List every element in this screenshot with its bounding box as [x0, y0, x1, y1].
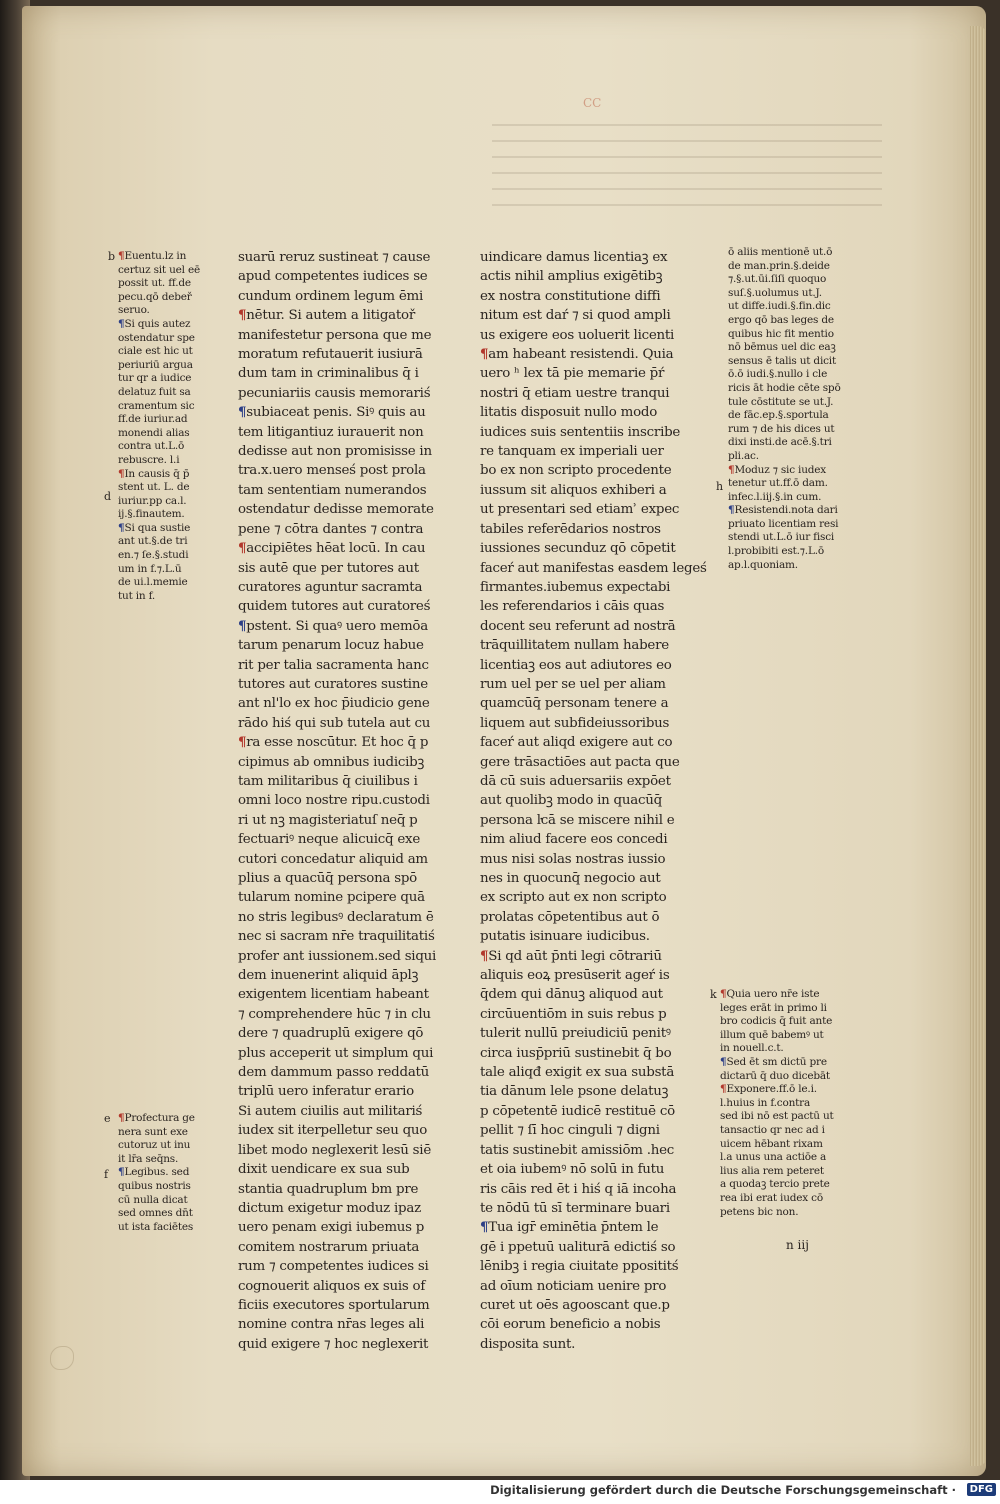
dfg-logo: DFG [967, 1483, 996, 1496]
main-col1-line: profer ant iussionem.sed siqui [238, 948, 437, 964]
main-col2-line: licentiaꝫ eos aut adiutores eo [480, 657, 672, 673]
gloss-letter-b: b [108, 250, 116, 263]
line-text: Legibus. sed [124, 1166, 190, 1179]
rubric-pilcrow-icon: ¶ [238, 734, 247, 751]
gloss-left-top-line: rebuscre. l.i [118, 453, 180, 466]
gloss-left-top-line: stent ut. L. de [118, 481, 190, 494]
gloss-right-bottom-line: bro codicis q̄ fuit ante [720, 1015, 833, 1028]
main-col1-line: dictum exigetur moduz ipaz [238, 1200, 421, 1216]
rubric-pilcrow-icon: ¶ [480, 346, 489, 363]
gloss-left-top-line: certuz sit uel eē [118, 263, 200, 276]
gloss-left-top-line: delatuz fuit sa [118, 385, 191, 398]
main-col1-line: iudex sit iterpelletur seu quo [238, 1123, 428, 1139]
main-col2-line: faceŕ aut manifestas easdem legeś [480, 560, 707, 576]
gloss-right-top-line: ut diffe.iudi.§.fin.dic [728, 300, 831, 313]
main-col1-line: sis autē que per tutores aut [238, 560, 419, 576]
main-col1-line: apud competentes iudices se [238, 269, 428, 285]
main-column-right [480, 248, 710, 1354]
gloss-right-top-line: quibus hic fit mentio [728, 327, 834, 340]
gloss-right-bottom-line: in nouell.c.t. [720, 1042, 784, 1055]
main-col2-line: nes in quocunq̄ negocio aut [480, 871, 661, 886]
main-col1-line: omni loco nostre ripu.custodi [238, 793, 430, 809]
gloss-right-top [728, 246, 858, 572]
gloss-left-top-line: periuriū argua [118, 358, 193, 371]
gloss-left-bottom-line: cutoruz ut inu [118, 1139, 191, 1152]
gloss-left-top-line: ant ut.§.de tri [118, 535, 188, 548]
gloss-right-top-line: priuato licentiam resi [728, 517, 839, 530]
main-col2-line: putatis isinuare iudicibus. [480, 929, 650, 945]
rubric-pilcrow-icon: ¶ [720, 1083, 727, 1096]
gloss-right-top-line [728, 464, 858, 478]
gloss-left-top-line: iuriur.pp ca.l. [118, 494, 187, 507]
main-col2-line: ex nostra constitutione diffi [480, 288, 661, 304]
main-col2-line: aliquis eoꝝ presūserit ageŕ is [480, 968, 670, 984]
main-col1-line: tularum nomine pcipere quā [238, 890, 425, 906]
gloss-left-top-line: possit ut. ff.de [118, 277, 191, 290]
gloss-left-bottom-line: ut ista faciētes [118, 1220, 194, 1233]
gloss-right-top-line: suſ.§.uolumus ut.J. [728, 286, 822, 299]
gloss-left-top-line: cramentum sic [118, 399, 195, 412]
gloss-right-top-line: de fāc.ep.§.sportula [728, 409, 829, 422]
gloss-left-top-line: ff.de iuriur.ad [118, 413, 188, 426]
gloss-left-top-line: ostendatur spe [118, 331, 195, 344]
gloss-left-top-line [118, 468, 218, 482]
main-col2-line: us exigere eos uoluerit licenti [480, 327, 675, 343]
page-fore-edge [970, 26, 986, 1466]
gloss-right-top-line [728, 504, 858, 518]
line-text: In causis q̄ p̄ [124, 467, 190, 480]
main-col2-line: p cōpetentē iudicē restituē cō [480, 1103, 675, 1119]
main-col1-line: moratum refutauerit iusiurā [238, 347, 423, 363]
gloss-letter-h: h [716, 480, 724, 493]
line-text: Si qua sustie [124, 521, 191, 534]
rubric-pilcrow-icon: ¶ [118, 1166, 125, 1179]
main-col1-line: quidem tutores aut curatoreś [238, 599, 431, 615]
main-col2-line: cōi eorum beneficio a nobis [480, 1317, 661, 1333]
gloss-left-bottom-line [118, 1166, 218, 1180]
main-col1-line [238, 539, 474, 558]
main-col2-line: circa iusp̄priū sustinebit q̄ bo [480, 1045, 672, 1061]
main-col2-line: q̄dem qui dānuꝫ aliquod aut [480, 987, 663, 1003]
gloss-right-bottom-line: sed ibi nō est pactū ut [720, 1110, 834, 1123]
gloss-right-top-line: ⁊.§.ut.ūi.ſiſi quoquo [728, 273, 827, 286]
main-col1-line: Si autem ciuilis aut militariś [238, 1103, 423, 1119]
rubric-pilcrow-icon: ¶ [118, 250, 125, 262]
main-col2-line: ris cāis red ēt i hiś q iā incoha [480, 1181, 677, 1197]
main-col2-line: les referendarios i cāis quas [480, 599, 665, 615]
gloss-right-bottom [720, 988, 850, 1219]
gloss-left-bottom-line: cū nulla dicat [118, 1193, 188, 1206]
gloss-left-top-line: de ui.l.memie [118, 576, 188, 589]
main-col2-line: faceŕ aut aliqd exigere aut co [480, 735, 673, 751]
main-column-left [238, 248, 474, 1354]
gloss-right-top-line: infec.l.iij.§.in cum. [728, 490, 822, 503]
main-col2-line: firmantes.iubemus expectabi [480, 579, 671, 595]
main-col1-line: pene ⁊ cōtra dantes ⁊ contra [238, 521, 424, 537]
main-col1-line: dedisse aut non promisisse in [238, 444, 432, 460]
rubric-pilcrow-icon: ¶ [238, 307, 247, 324]
line-text: subiaceat penis. Siꝰ quis au [246, 405, 426, 421]
main-col1-line: plius a quacūq̄ persona spō [238, 871, 417, 886]
line-text: Sed ēt sm dictū pre [726, 1055, 827, 1068]
main-col1-line: no stris legibusꝰ declaratum ē [238, 909, 434, 925]
main-col2-line: aut quolibꝫ modo in quacūq̄ [480, 793, 662, 809]
line-text: Resistendi.nota dari [734, 504, 838, 517]
main-col2-line: trāquillitatem nullam habere [480, 638, 669, 654]
main-col1-line: comitem nostrarum priuata [238, 1239, 420, 1255]
gloss-right-top-line: ō aliis mentionē ut.ō [728, 246, 833, 258]
gloss-left-bottom-line [118, 1112, 218, 1126]
rubric-pilcrow-icon: ¶ [720, 988, 727, 1000]
main-col2-line: tale aliqđ exigit ex sua substā [480, 1065, 675, 1081]
footer-credit: Digitalisierung gefördert durch die Deutsche Forschungsgemeinschaft · [490, 1483, 956, 1497]
main-col1-line: nec si sacram nr̄e traquilitatiś [238, 929, 435, 945]
gloss-right-top-line: nō bēmus uel dic eaꝫ [728, 341, 836, 354]
gloss-left-top-line [118, 250, 218, 264]
gloss-left-top [118, 250, 218, 603]
gloss-right-top-line: dixi insti.de acē.§.tri [728, 436, 832, 449]
main-col1-line: libet modo neglexerit lesū siē [238, 1142, 432, 1158]
main-col2-line: ad oīum noticiam uenire pro [480, 1278, 667, 1294]
gloss-letter-e: e [104, 1112, 111, 1125]
rubric-pilcrow-icon: ¶ [238, 540, 247, 557]
gloss-right-top-line: tenetur ut.ff.ō dam. [728, 477, 828, 490]
folio-number: CC [583, 96, 602, 110]
main-col1-line: uero penam exigi iubemus p [238, 1220, 425, 1236]
line-text: Si quis autez [124, 317, 191, 330]
gloss-right-top-line: stendi ut.L.ō iur fisci [728, 531, 835, 544]
main-col2-line: iudices suis sententiis inscribe [480, 424, 681, 440]
rubric-pilcrow-icon: ¶ [728, 504, 735, 517]
gloss-left-top-line [118, 522, 218, 536]
gloss-right-bottom-line [720, 1056, 850, 1070]
gloss-left-top-line: tut in f. [118, 589, 156, 602]
rubric-pilcrow-icon: ¶ [728, 463, 735, 476]
main-col1-line [238, 403, 474, 422]
main-col2-line: disposita sunt. [480, 1336, 576, 1352]
gloss-right-top-line: tule cōstitute se ut.J. [728, 395, 834, 408]
gloss-left-top-line: contra ut.L.ō [118, 440, 185, 453]
line-text: Profectura ge [124, 1112, 195, 1124]
gloss-left-bottom-line: sed omnes dn̄t [118, 1207, 193, 1220]
rubric-pilcrow-icon: ¶ [238, 617, 247, 634]
line-text: Quia uero nr̄e iste [726, 988, 820, 1000]
gloss-left-top-line: en.⁊ ſe.§.studi [118, 549, 189, 562]
main-col2-line: uero ʰ lex tā pie memarie p̄ŕ [480, 366, 665, 382]
gloss-left-top-line: ij.§.finautem. [118, 508, 185, 521]
main-col1-line: ficiis executores sportularum [238, 1297, 430, 1313]
main-col2-line: uindicare damus licentiaꝫ ex [480, 250, 668, 265]
main-col2-line: bo ex non scripto procedente [480, 463, 672, 479]
main-col1-line: tra.x.uero menseś post prola [238, 463, 426, 479]
main-col1-line: cognouerit aliquos ex suis of [238, 1278, 426, 1294]
footer-bar [0, 1480, 1000, 1504]
main-col1-line: dum tam in criminalibus q̄ i [238, 366, 419, 382]
gloss-right-top-line: ricis āt hodie cēte spō [728, 381, 841, 394]
main-col1-line: nomine contra nr̄as leges ali [238, 1317, 425, 1333]
gloss-right-bottom-line: petens bic non. [720, 1205, 799, 1218]
gloss-right-bottom-line: l.a unus una actiōe a [720, 1151, 827, 1164]
main-col1-line: exigentem licentiam habeant [238, 987, 429, 1003]
main-col2-line: prolatas cōpetentibus aut ō [480, 909, 660, 925]
main-col1-line: dere ⁊ quadruplū exigere qō [238, 1026, 424, 1042]
main-col2-line: iussum sit aliquos exhiberi a [480, 482, 667, 498]
gloss-right-bottom-line: uicem hēbant rixam [720, 1137, 823, 1150]
gloss-right-bottom-line: tansactio qr nec ad i [720, 1123, 825, 1136]
rubric-pilcrow-icon: ¶ [118, 521, 125, 534]
main-col2-line: te nōdū tū sī terminare buari [480, 1200, 670, 1216]
main-col2-line: quamcūq̄ personam tenere a [480, 696, 669, 712]
main-col1-line: tarum penarum locuz habue [238, 638, 424, 654]
main-col2-line: dā cū suis aduersariis expōet [480, 773, 671, 789]
main-col1-line: quid exigere ⁊ hoc neglexerit [238, 1336, 429, 1352]
gloss-right-top-line: ō.ō iudi.§.nullo i cle [728, 368, 828, 381]
main-col1-line: plus acceperit ut simplum qui [238, 1045, 434, 1061]
gloss-right-bottom-line: leges erāt in primo li [720, 1001, 827, 1014]
main-col2-line: et oia iubemꝰ nō solū in futu [480, 1162, 665, 1178]
main-col2-line: nitum est daŕ ⁊ si quod ampli [480, 308, 671, 324]
main-col2-line: circūuentiōm in suis rebus p [480, 1006, 667, 1022]
main-col1-line: manifestetur persona que me [238, 327, 432, 343]
line-text: Tua igr̄ eminētia p̄ntem le [488, 1220, 659, 1236]
main-col2-line: docent seu referunt ad nostrā [480, 618, 676, 634]
main-col2-line: nim aliud facere eos concedi [480, 832, 668, 848]
main-col1-line: suarū reruz sustineat ⁊ cause [238, 250, 431, 265]
gloss-left-top-line [118, 318, 218, 332]
main-col1-line: ⁊ comprehendere hūc ⁊ in clu [238, 1006, 431, 1022]
main-col2-line: ut presentari sed etiamʾ expec [480, 502, 680, 518]
gloss-left-top-line: pecu.qō debeř [118, 290, 192, 303]
gloss-right-bottom-line: dictarū q̄ duo dicebāt [720, 1069, 830, 1082]
gloss-left-top-line: um in f.⁊.L.ū [118, 562, 182, 575]
main-col1-line: stantia quadruplum bm pre [238, 1181, 419, 1197]
show-through [492, 116, 882, 206]
rubric-pilcrow-icon: ¶ [238, 404, 247, 421]
line-text: Exponere.ff.ō le.i. [726, 1083, 817, 1096]
line-text: nētur. Si autem a litigatoř [246, 308, 415, 324]
main-col1-line [238, 733, 474, 752]
main-col2-line: mus nisi solas nostras iussio [480, 851, 666, 867]
gloss-right-top-line: ergo qō bas leges de [728, 313, 834, 326]
main-col1-line: rādo hiś qui sub tutela aut cu [238, 715, 431, 731]
main-col2-line: tia dānum lele psone delatuꝫ [480, 1084, 669, 1100]
main-col1-line: dixit uendicare ex sua sub [238, 1162, 410, 1178]
rubric-pilcrow-icon: ¶ [480, 1219, 489, 1236]
gloss-left-bottom-line: quibus nostris [118, 1179, 191, 1192]
main-col2-line [480, 947, 710, 966]
main-col2-line: persona ŀcā se miscere nihil e [480, 812, 675, 828]
main-col1-line: dem inuenerint aliquid āplꝫ [238, 968, 419, 984]
main-col1-line: tam sententiam numerandos [238, 482, 427, 498]
main-col1-line: fectuariꝰ neque alicuicq̄ exe [238, 832, 421, 848]
main-col1-line: tem litigantiuz iurauerit non [238, 424, 424, 440]
rubric-pilcrow-icon: ¶ [720, 1055, 727, 1068]
gloss-right-bottom-line: l.huius in f.contra [720, 1096, 811, 1109]
main-col1-line: tutores aut curatores sustine [238, 676, 428, 692]
rubric-pilcrow-icon: ¶ [480, 947, 489, 964]
gloss-right-top-line: sensus ē talis ut dicit [728, 354, 836, 367]
main-col2-line: ex scripto aut ex non scripto [480, 890, 667, 906]
main-col2-line [480, 345, 710, 364]
main-col2-line: pellit ⁊ ſī hoc cinguli ⁊ digni [480, 1123, 660, 1139]
line-text: am habeant resistendi. Quia [488, 347, 674, 363]
rubric-pilcrow-icon: ¶ [118, 317, 125, 330]
main-col2-line: curet ut oēs agooscant que.p [480, 1297, 670, 1313]
line-text: accipiētes hēat locū. In cau [246, 541, 426, 557]
main-col1-line: ri ut nꝫ magisteriatuſ neq̄ p [238, 812, 418, 828]
main-col2-line: iussiones secunduz qō cōpetit [480, 541, 676, 557]
main-col2-line: lēnibꝫ i regia ciuitate pposititś [480, 1259, 679, 1275]
main-col2-line: nostri q̄ etiam uestre tranqui [480, 385, 670, 401]
main-col1-line: pecuniariis causis memorariś [238, 385, 431, 401]
gloss-right-top-line: pli.ac. [728, 449, 759, 462]
gloss-right-bottom-line: a quodaꝫ tercio prete [720, 1178, 830, 1191]
gloss-letter-d: d [104, 490, 112, 503]
gloss-letter-k: k [710, 988, 717, 1001]
gloss-right-bottom-line: illum quē babemꝰ ut [720, 1028, 824, 1041]
gloss-right-bottom-line [720, 988, 850, 1002]
gloss-right-top-line: ap.l.quoniam. [728, 558, 798, 571]
gloss-left-top-line: monendi alias [118, 426, 190, 439]
main-col1-line: ant nl'lo ex hoc p̄iudicio gene [238, 696, 430, 712]
main-col2-line: tabiles referēdarios nostros [480, 521, 661, 537]
gloss-letter-f: f [104, 1168, 109, 1181]
gloss-left-bottom-line: it lr̄a seq̄ns. [118, 1152, 179, 1165]
main-col1-line: rum ⁊ competentes iudices si [238, 1259, 429, 1275]
main-col1-line: ostendatur dedisse memorate [238, 502, 434, 518]
gloss-left-bottom-line: nera sunt exe [118, 1125, 188, 1138]
main-col2-line: tulerit nullū preiudiciū penitꝰ [480, 1026, 671, 1042]
paper-stain [50, 1346, 74, 1370]
line-text: ra esse noscūtur. Et hoc q̄ p [246, 735, 429, 751]
main-col2-line: gere trāsactiōes aut pacta que [480, 754, 680, 770]
main-col2-line: litatis disposuit nullo modo [480, 405, 658, 421]
line-text: Euentu.lz in [124, 250, 187, 262]
main-col1-line: cutori concedatur aliquid am [238, 851, 428, 867]
gloss-right-top-line: rum ⁊ de his dices ut [728, 422, 835, 435]
rubric-pilcrow-icon: ¶ [118, 1112, 125, 1124]
gloss-right-top-line: l.probibiti est.⁊.L.ō [728, 545, 824, 558]
gloss-right-top-line: de man.prin.§.deide [728, 259, 830, 272]
main-col1-line: dem dammum passo reddatū [238, 1065, 430, 1081]
main-col1-line: rit per talia sacramenta hanc [238, 657, 429, 673]
main-col1-line [238, 306, 474, 325]
line-text: pstent. Si quaꝰ uero memōa [246, 618, 428, 634]
line-text: Si qd aūt p̄nti legi cōtrariū [488, 948, 662, 964]
main-col1-line [238, 617, 474, 636]
gloss-right-bottom-line: rea ibi erat iudex cō [720, 1191, 823, 1204]
main-col2-line [480, 1218, 710, 1237]
main-col1-line: triplū uero inferatur erario [238, 1084, 414, 1100]
line-text: Moduz ⁊ sic iudex [734, 463, 827, 476]
gloss-left-top-line: tur qr a iudice [118, 372, 192, 385]
rubric-pilcrow-icon: ¶ [118, 467, 125, 480]
main-col2-line: rum uel per se uel per aliam [480, 676, 666, 692]
main-col2-line: tatis sustinebit amissiōm .hec [480, 1142, 675, 1158]
signature-mark: n iij [786, 1238, 809, 1252]
main-col1-line: tam militaribus q̄ ciuilibus i [238, 773, 418, 789]
main-col2-line: gē i ppetuū ualiturā edictiś so [480, 1239, 676, 1255]
main-col1-line: cundum ordinem legum ēmi [238, 288, 423, 304]
main-col2-line: actis nihil amplius exigētibꝫ [480, 269, 663, 285]
gloss-left-top-line: seruo. [118, 304, 150, 317]
main-col2-line: re tanquam ex imperiali uer [480, 444, 664, 460]
gloss-left-bottom [118, 1112, 218, 1234]
main-col2-line: liquem aut subfideiussoribus [480, 715, 670, 731]
gloss-right-bottom-line [720, 1083, 850, 1097]
gloss-right-bottom-line: lius alia rem peteret [720, 1164, 824, 1177]
main-col1-line: cipimus ab omnibus iudicibꝫ [238, 754, 425, 770]
gloss-left-top-line: ciale est hic ut [118, 345, 193, 358]
main-col1-line: curatores aguntur sacramta [238, 579, 423, 595]
